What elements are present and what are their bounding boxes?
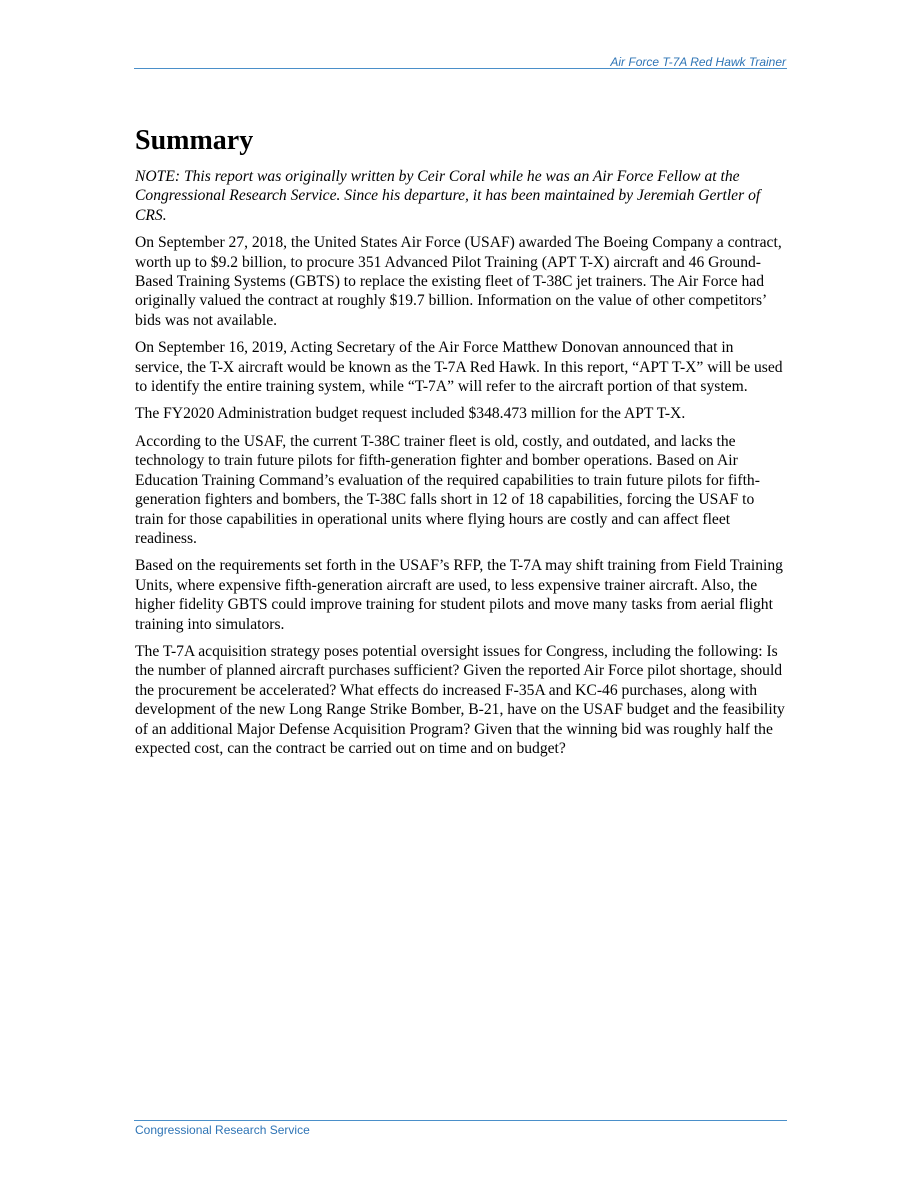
paragraph-naming: On September 16, 2019, Acting Secretary of the Air Force Matthew Donovan announced that in service, the T-X aircraft would be known as the T-7A Red Hawk. In this report, “APT T-X” will be used to identify the entire training system, while “T-7A” will refer to the aircraft portion of that system. (135, 339, 783, 396)
paragraph-budget-request: The FY2020 Administration budget request included $348.473 million for the APT T-X. (135, 405, 686, 423)
summary-section (135, 122, 785, 766)
paragraph-training-shift: Based on the requirements set forth in the USAF’s RFP, the T-7A may shift training from Field Training Units, where expensive fifth-generation aircraft are used, to less expensive trainer aircraft. Also, the higher fidelity GBTS could improve training for student pilots and move many tasks from aerial flight training into simulators. (135, 557, 783, 633)
paragraph-current-fleet: According to the USAF, the current T-38C trainer fleet is old, costly, and outdated, and lacks the technology to train future pilots for fifth-generation fighter and bomber operations. Based on Air Education Training Command’s evaluation of the required capabilities to train future pilots for fifth-generation fighters and bombers, the T-38C falls short in 12 of 18 capabilities, forcing the USAF to train for those capabilities in operational units where flying hours are costly and can affect fleet readiness. (135, 432, 760, 547)
paragraph-contract-award: On September 27, 2018, the United States Air Force (USAF) awarded The Boeing Company a contract, worth up to $9.2 billion, to procure 351 Advanced Pilot Training (APT T-X) aircraft and 46 Ground-Based Training Systems (GBTS) to replace the existing fleet of T-38C jet trainers. The Air Force had originally valued the contract at roughly $19.7 billion. Information on the value of other competitors’ bids was not available. (135, 234, 782, 329)
footer-organization: Congressional Research Service (135, 1123, 310, 1137)
running-header-title: Air Force T-7A Red Hawk Trainer (610, 55, 786, 69)
paragraph-oversight-issues: The T-7A acquisition strategy poses potential oversight issues for Congress, including the following: Is the number of planned aircraft purchases sufficient? Given the reported Air Force pilot shortage, should the procurement be accelerated? What effects do increased F-35A and KC-46 purchases, along with development of the new Long Range Strike Bomber, B-21, have on the USAF budget and the feasibility of an additional Major Defense Acquisition Program? Given that the winning bid was roughly half the expected cost, can the contract be carried out on time and on budget? (135, 642, 785, 757)
header-divider (134, 68, 787, 69)
section-title: Summary (135, 125, 254, 156)
footer-divider (134, 1120, 787, 1121)
author-note: NOTE: This report was originally written by Ceir Coral while he was an Air Force Fellow at the Congressional Research Service. Since his departure, it has been maintained by Jeremiah Gertler of CRS. (135, 168, 761, 224)
